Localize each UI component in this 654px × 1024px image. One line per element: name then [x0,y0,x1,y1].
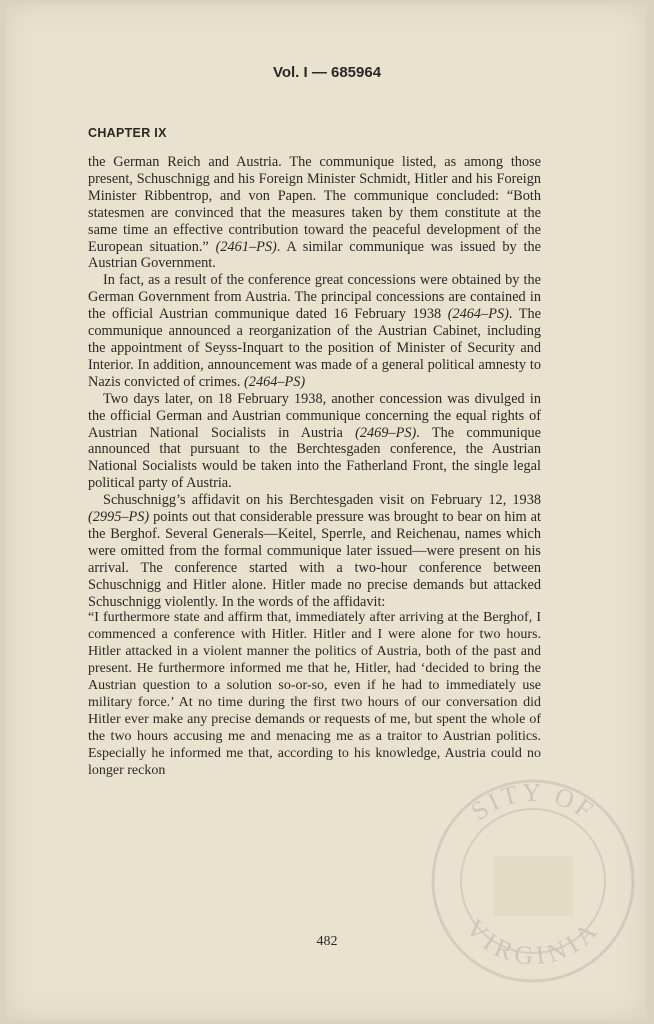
text-run: . The communique announced a reorganization of the Austrian Cabinet, including the appointment of Seyss-Inquart to the position of Minister of Security and Interior. In addition, announcement was made of a general political amnesty to Nazis convicted of crimes. [88,306,542,390]
seal-bottom-text: VIRGINIA [460,913,606,971]
text-run: points out that considerable pressure was brought to bear on him at the Berghof. Several Generals—Keitel, Sperrle, and Reichenau, names which were omitted from the formal communique later issued—were present on his arrival. The conference started with a two-hour conference between Schuschnigg and Hitler alone. Hitler made no precise demands but attacked Schuschnigg violently. In the words of the affidavit: [88,509,541,610]
citation: (2995–PS) [88,509,150,526]
text-run: the German Reich and Austria. The communique listed, as among those present, Schuschnigg and his Foreign Minister Schmidt, Hitler and his Foreign Minister Ribbentrop, and von Papen. The communique concluded: “Both statesmen are convinced that the measures taken by them constitute at the same time an effective contribution toward the peaceful development of the European situation.” [88,154,541,255]
citation: (2464–PS) [447,306,509,323]
chapter-label: CHAPTER IX [88,126,167,140]
paragraph-2 [88,272,541,390]
paragraph-1 [88,154,541,272]
page-number: 482 [316,934,338,949]
text-run: In fact, as a result of the conference great concessions were obtained by the German Government from Austria. The principal concessions are contained in the official Austrian communique dated 16 February 1938 [88,272,541,323]
text-run: Schuschnigg’s affidavit on his Berchtesgaden visit on February 12, 1938 [103,492,541,509]
citation: (2469–PS) [355,424,417,441]
paragraph-4 [88,492,541,610]
citation: (2464–PS) [244,373,306,390]
text-run: . A similar communique was issued by the Austrian Government. [88,238,541,272]
affidavit-quote: “I furthermore state and affirm that, immediately after arriving at the Berghof, I commenced a conference with Hitler. Hitler and I were alone for two hours. Hitler attacked in a violent manner the politics of Austria, both of the past and present. He furthermore informed me that he, Hitler, had ‘decided to bring the Austrian question to a solution so-or-so, even if he had to immediately use military force.’ At no time during the first two hours of our conversation did Hitler ever make any precise demands or requests of me, but spent the whole of the two hours accusing me and menacing me as a traitor to Austrian politics. Especially he informed me that, according to his knowledge, Austria could no longer reckon [88,610,541,778]
seal-top-text: SITY OF [465,777,601,827]
running-head: Vol. I — 685964 [272,64,382,81]
body-text [88,154,541,780]
text-run: Two days later, on 18 February 1938, another concession was divulged in the official German and Austrian communique concerning the equal rights of Austrian National Socialists in Austria [88,390,541,441]
paragraph-3 [88,391,541,492]
citation: (2461–PS) [215,238,277,255]
text-run: . The communique announced that pursuant to the Berchtesgaden conference, the Austrian National Socialists would be taken into the Fatherland Front, the single legal political party of Austria. [88,424,541,492]
